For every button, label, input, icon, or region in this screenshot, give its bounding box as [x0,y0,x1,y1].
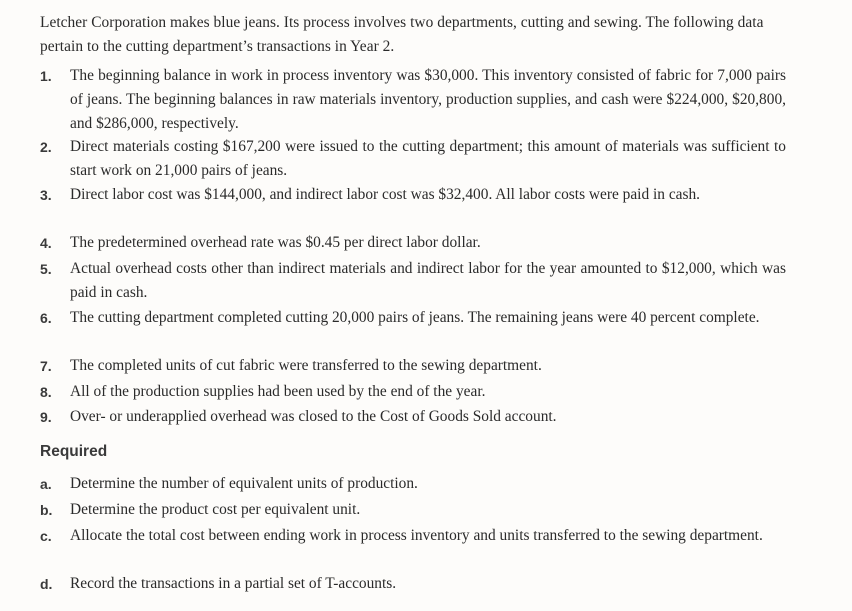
data-item-9 [40,405,786,429]
data-item-8 [40,380,786,404]
item-text: Direct labor cost was $144,000, and indirect labor cost was $32,400. All labor costs were paid in cash. [70,186,701,203]
required-item-a [40,472,786,496]
item-text: Actual overhead costs other than indirect materials and indirect labor for the year amounted to $12,000, which was paid in cash. [70,260,786,301]
item-text: Allocate the total cost between ending work in process inventory and units transferred to the sewing department. [70,527,763,544]
required-item-d [40,572,786,596]
data-item-3 [40,183,786,207]
data-item-5 [40,257,786,305]
item-number: 3. [40,187,52,203]
item-text: Direct materials costing $167,200 were issued to the cutting department; this amount of materials was sufficient to start work on 21,000 pairs of jeans. [70,138,786,179]
item-number: 9. [40,409,52,425]
item-text: The cutting department completed cutting 20,000 pairs of jeans. The remaining jeans were 40 percent complete. [70,309,760,326]
item-number: 1. [40,68,52,84]
item-text: The beginning balance in work in process inventory was $30,000. This inventory consisted of fabric for 7,000 pairs of jeans. The beginning balances in raw materials inventory, production supplies, and cash were $224,000, $20,800, and $286,000, respectively. [70,67,786,132]
item-letter: c. [40,528,52,544]
item-text: The completed units of cut fabric were transferred to the sewing department. [70,357,542,374]
item-letter: a. [40,476,52,492]
data-item-7 [40,354,786,378]
item-text: Determine the product cost per equivalent unit. [70,501,361,518]
data-item-4 [40,231,786,255]
data-item-6 [40,306,786,330]
item-number: 4. [40,235,52,251]
data-item-1 [40,64,786,136]
item-number: 6. [40,310,52,326]
required-item-c [40,524,786,548]
intro-paragraph: Letcher Corporation makes blue jeans. Its process involves two departments, cutting and sewing. The following data pertain to the cutting department’s transactions in Year 2. [40,14,764,55]
item-text: Over- or underapplied overhead was closed to the Cost of Goods Sold account. [70,408,557,425]
item-letter: b. [40,502,53,518]
item-text: All of the production supplies had been used by the end of the year. [70,383,486,400]
item-number: 5. [40,261,52,277]
data-item-2 [40,135,786,183]
item-letter: d. [40,576,53,592]
required-heading: Required [40,443,108,460]
item-text: The predetermined overhead rate was $0.45 per direct labor dollar. [70,234,481,251]
item-text: Determine the number of equivalent units of production. [70,475,418,492]
item-number: 2. [40,139,52,155]
required-item-b [40,498,786,522]
item-number: 8. [40,384,52,400]
item-number: 7. [40,358,52,374]
item-text: Record the transactions in a partial set of T-accounts. [70,575,397,592]
